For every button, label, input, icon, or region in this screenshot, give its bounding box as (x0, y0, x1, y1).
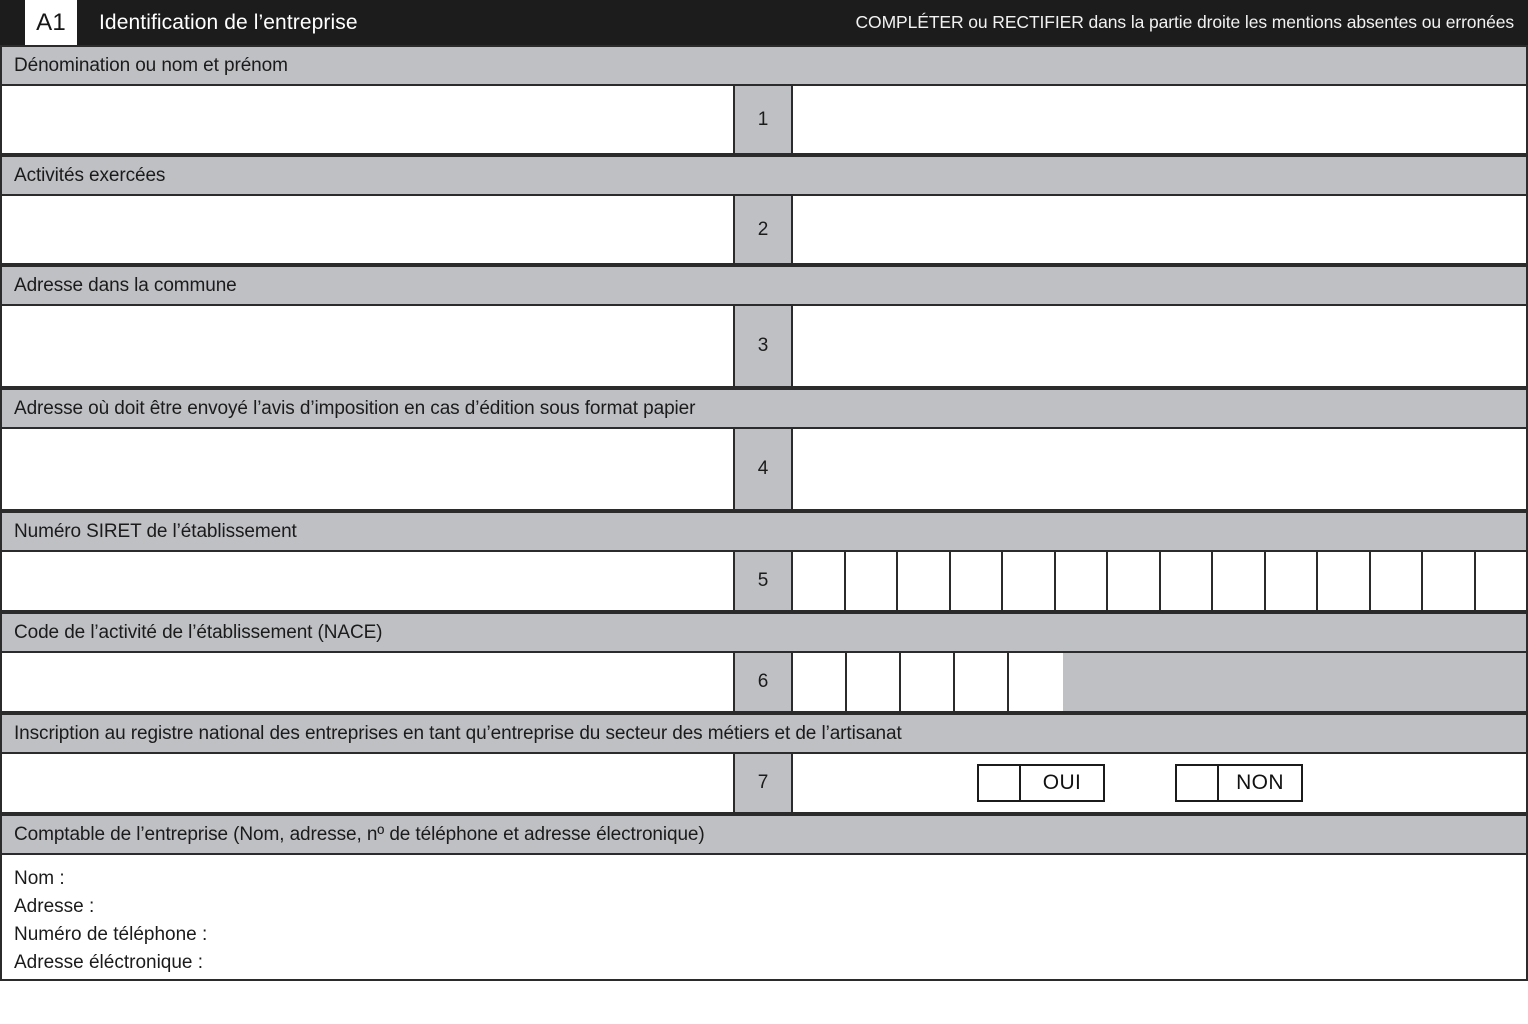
siret-box-12[interactable] (1371, 552, 1424, 610)
siret-box-9[interactable] (1213, 552, 1266, 610)
field-row-activites (0, 196, 1528, 265)
siret-box-6[interactable] (1056, 552, 1109, 610)
correction-input-activites[interactable] (793, 196, 1526, 263)
field-row-siret (0, 552, 1528, 612)
field-row-adresse-commune (0, 306, 1528, 388)
siret-box-3[interactable] (898, 552, 951, 610)
field-number-4: 4 (735, 429, 793, 509)
correction-input-adresse-commune[interactable] (793, 306, 1526, 386)
preprinted-value-nace (2, 653, 735, 711)
siret-box-14[interactable] (1476, 552, 1527, 610)
nace-box-3[interactable] (901, 653, 955, 711)
field-row-nace (0, 653, 1528, 713)
preprinted-value-denomination (2, 86, 735, 153)
field-row-inscription-registre (0, 754, 1528, 814)
field-number-7: 7 (735, 754, 793, 812)
nace-box-5[interactable] (1009, 653, 1063, 711)
correction-input-denomination[interactable] (793, 86, 1526, 153)
checkbox-label-oui: OUI (1021, 764, 1105, 802)
comptable-free-text-block[interactable] (0, 855, 1528, 981)
siret-box-1[interactable] (793, 552, 846, 610)
checkbox-label-non: NON (1219, 764, 1303, 802)
yes-no-choice-group (793, 754, 1526, 812)
field-number-5: 5 (735, 552, 793, 610)
siret-box-11[interactable] (1318, 552, 1371, 610)
field-label-siret: Numéro SIRET de l’établissement (0, 511, 1528, 552)
siret-box-10[interactable] (1266, 552, 1319, 610)
nace-unused-filler (1063, 653, 1526, 711)
nace-box-2[interactable] (847, 653, 901, 711)
nace-box-1[interactable] (793, 653, 847, 711)
siret-box-5[interactable] (1003, 552, 1056, 610)
field-row-adresse-avis (0, 429, 1528, 511)
siret-box-2[interactable] (846, 552, 899, 610)
comptable-line-4: Adresse éléctronique : (14, 952, 204, 973)
siret-box-4[interactable] (951, 552, 1004, 610)
section-instruction-note: COMPLÉTER ou RECTIFIER dans la partie droite les mentions absentes ou erronées (855, 12, 1514, 32)
choice-non[interactable] (1175, 764, 1303, 802)
correction-input-nace (793, 653, 1526, 711)
comptable-line-1: Nom : (14, 868, 65, 889)
siret-character-boxes (793, 552, 1526, 610)
field-label-inscription-registre: Inscription au registre national des entreprises en tant qu’entreprise du secteur des métiers et de l’artisanat (0, 713, 1528, 754)
field-number-2: 2 (735, 196, 793, 263)
section-code-badge: A1 (25, 0, 77, 45)
field-label-nace: Code de l’activité de l’établissement (NACE) (0, 612, 1528, 653)
nace-box-4[interactable] (955, 653, 1009, 711)
preprinted-value-adresse-avis (2, 429, 735, 509)
field-label-denomination: Dénomination ou nom et prénom (0, 45, 1528, 86)
section-title: Identification de l’entreprise (99, 10, 358, 34)
preprinted-value-siret (2, 552, 735, 610)
field-number-6: 6 (735, 653, 793, 711)
correction-input-inscription-registre (793, 754, 1526, 812)
comptable-line-3: Numéro de téléphone : (14, 924, 208, 945)
siret-box-8[interactable] (1161, 552, 1214, 610)
field-label-adresse-avis: Adresse où doit être envoyé l’avis d’imposition en cas d’édition sous format papier (0, 388, 1528, 429)
preprinted-value-adresse-commune (2, 306, 735, 386)
field-label-comptable: Comptable de l’entreprise (Nom, adresse, nº de téléphone et adresse électronique) (0, 814, 1528, 855)
preprinted-value-activites (2, 196, 735, 263)
checkbox-non[interactable] (1175, 764, 1219, 802)
nace-character-boxes (793, 653, 1063, 711)
field-label-adresse-commune: Adresse dans la commune (0, 265, 1528, 306)
choice-oui[interactable] (977, 764, 1105, 802)
comptable-line-2: Adresse : (14, 896, 95, 917)
siret-box-13[interactable] (1423, 552, 1476, 610)
field-number-3: 3 (735, 306, 793, 386)
section-header (0, 0, 1528, 45)
field-row-denomination (0, 86, 1528, 155)
correction-input-siret (793, 552, 1526, 610)
siret-box-7[interactable] (1108, 552, 1161, 610)
field-label-activites: Activités exercées (0, 155, 1528, 196)
preprinted-value-inscription-registre (2, 754, 735, 812)
field-number-1: 1 (735, 86, 793, 153)
checkbox-oui[interactable] (977, 764, 1021, 802)
correction-input-adresse-avis[interactable] (793, 429, 1526, 509)
